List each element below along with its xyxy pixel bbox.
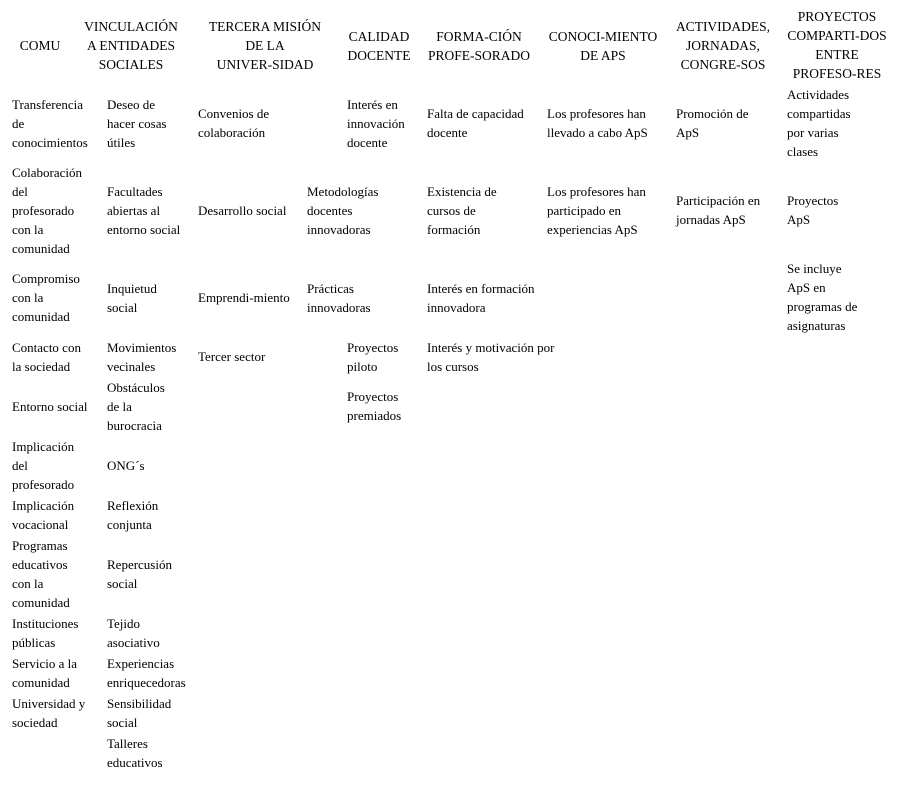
conocimiento-item: Los profesores han participado en experiencias ApS <box>547 184 646 237</box>
proyectos-item: Se incluye ApS en programas de asignaturas <box>787 261 858 333</box>
calidad-item: Interés en innovación docente <box>347 97 405 150</box>
vinculacion-item: Sensibilidad social <box>107 696 172 730</box>
comu-item: Contacto con la sociedad <box>12 340 81 374</box>
comu-item: Transferencia de conocimientos <box>12 97 88 150</box>
tercera-item: Tercer sector <box>198 349 266 364</box>
comu-item: Implicación vocacional <box>12 498 75 532</box>
vinculacion-item: Tejido asociativo <box>107 616 160 650</box>
calidad-item: Prácticas innovadoras <box>307 281 371 315</box>
conocimiento-item: Los profesores han llevado a cabo ApS <box>547 106 648 140</box>
comu-item: Servicio a la comunidad <box>12 656 77 690</box>
vinculacion-item: Obstáculos de la burocracia <box>107 380 165 433</box>
comu-item: Programas educativos con la comunidad <box>12 538 70 610</box>
vinculacion-item: Inquietud social <box>107 281 157 315</box>
comu-item: Universidad y sociedad <box>12 696 86 730</box>
vinculacion-item: Experiencias enriquecedoras <box>107 656 186 690</box>
comu-item: Entorno social <box>12 399 88 414</box>
proyectos-item: Proyectos ApS <box>787 193 839 227</box>
header-tercera: TERCERA MISIÓN DE LA UNIVER-SIDAD <box>208 19 322 72</box>
header-vinculacion: VINCULACIÓN A ENTIDADES SOCIALES <box>84 19 178 72</box>
comu-item: Compromiso con la comunidad <box>12 271 80 324</box>
formacion-item: Existencia de cursos de formación <box>427 184 497 237</box>
header-actividades: ACTIVIDADES, JORNADAS, CONGRE-SOS <box>675 19 771 72</box>
actividades-item: Promoción de ApS <box>676 106 749 140</box>
vinculacion-item: Movimientos vecinales <box>107 340 177 374</box>
proyectos-item: Actividades compartidas por varias clases <box>787 87 851 159</box>
header-calidad: CALIDAD DOCENTE <box>347 29 411 63</box>
formacion-item: Falta de capacidad docente <box>427 106 524 140</box>
formacion-item: Interés y motivación por los cursos <box>427 340 555 374</box>
comu-item: Colaboración del profesorado con la comunidad <box>12 165 83 256</box>
actividades-item: Participación en jornadas ApS <box>676 193 761 227</box>
formacion-item: Interés en formación innovadora <box>427 281 535 315</box>
calidad-item: Metodologías docentes innovadoras <box>307 184 379 237</box>
header-proyectos: PROYECTOS COMPARTI-DOS ENTRE PROFESO-RES <box>787 9 887 81</box>
header-formacion: FORMA-CIÓN PROFE-SORADO <box>427 29 531 63</box>
calidad-item: Proyectos piloto <box>347 340 399 374</box>
vinculacion-item: Talleres educativos <box>107 736 163 770</box>
vinculacion-item: Reflexión conjunta <box>107 498 159 532</box>
comu-item: Instituciones públicas <box>12 616 79 650</box>
tercera-item: Emprendi-miento <box>198 290 290 305</box>
tercera-item: Convenios de colaboración <box>198 106 270 140</box>
vinculacion-item: Repercusión social <box>107 557 172 591</box>
comu-item: Implicación del profesorado <box>12 439 75 492</box>
header-comu: COMU <box>19 38 61 53</box>
vinculacion-item: Deseo de hacer cosas útiles <box>107 97 167 150</box>
header-conocimiento: CONOCI-MIENTO DE APS <box>548 29 658 63</box>
calidad-item: Proyectos premiados <box>347 389 402 423</box>
tercera-item: Desarrollo social <box>198 203 287 218</box>
vinculacion-item: Facultades abiertas al entorno social <box>107 184 181 237</box>
vinculacion-item: ONG´s <box>107 458 145 473</box>
